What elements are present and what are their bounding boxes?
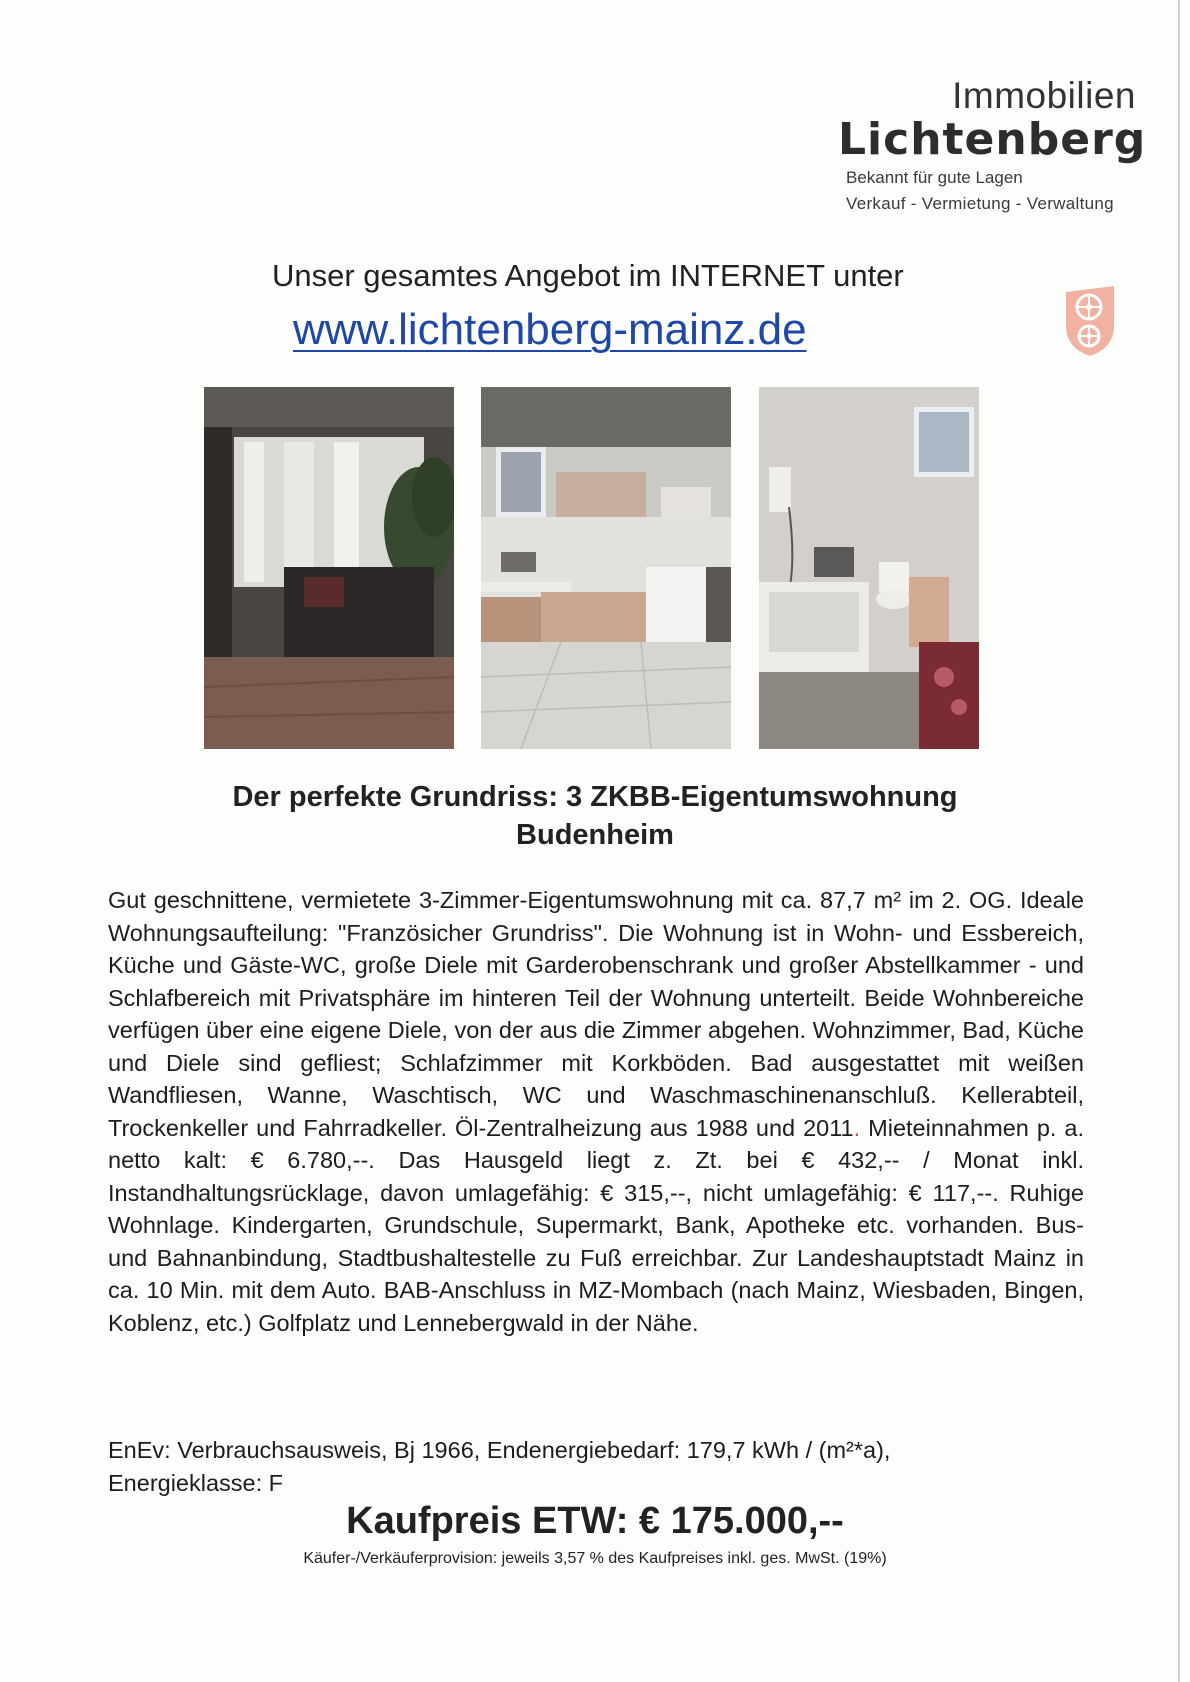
headline-line1: Der perfekte Grundriss: 3 ZKBB-Eigentumswohnung (232, 781, 958, 813)
description-mark: . (853, 1114, 861, 1141)
purchase-price: Kaufpreis ETW: € 175.000,-- (346, 1500, 844, 1542)
internet-intro: Unser gesamtes Angebot im INTERNET unter (272, 258, 904, 293)
headline-line2: Budenheim (516, 819, 674, 851)
description-part2: Mieteinnahmen p. a. netto kalt: € 6.780,--. Das Hausgeld liegt z. Zt. bei € 432,-- / Monat inkl. Instandhaltungsrücklage, davon umlagefähig: € 315,--, nicht umlagefähig: € 117,--. Ruhige Wohnlage. Kindergarten, Grundschule, Supermarkt, Bank, Apotheke etc. vorhanden. Bus- und Bahnanbindung, Stadtbushaltestelle zu Fuß erreichbar. Zur Landeshauptstadt Mainz in ca. 10 Min. mit dem Auto. BAB-Anschluss in MZ-Mombach (nach Mainz, Wiesbaden, Bingen, Koblenz, etc.) Golfplatz und Lennebergwald in der Nähe. (108, 1114, 1084, 1336)
logo-line-lichtenberg: Lichtenberg (838, 114, 1147, 165)
logo-services: Verkauf - Vermietung - Verwaltung (846, 194, 1114, 213)
company-logo (776, 75, 1147, 214)
description-part1: Gut geschnittene, vermietete 3-Zimmer-Eigentumswohnung mit ca. 87,7 m² im 2. OG. Ideale Wohnungsaufteilung: "Französicher Grundriss". Die Wohnung ist in Wohn- und Essbereich, Küche und Gäste-WC, große Diele mit Garderobenschrank und großer Abstellkammer - und Schlafbereich mit Privatsphäre im hinteren Teil der Wohnung unterteilt. Beide Wohnbereiche verfügen über eine eigene Diele, von der aus die Zimmer abgehen. Wohnzimmer, Bad, Küche und Diele sind gefliest; Schlafzimmer mit Korkböden. Bad ausgestattet mit weißen Wandfliesen, Wanne, Waschtisch, WC und Waschmaschinenanschluß. Kellerabteil, Trockenkeller und Fahrradkeller. Öl-Zentralheizung aus 1988 und 2011 (108, 887, 1084, 1141)
photo-kitchen (481, 387, 731, 749)
commission-note: Käufer-/Verkäuferprovision: jeweils 3,57 % des Kaufpreises inkl. ges. MwSt. (19%) (303, 1550, 887, 1567)
photo-bathroom (759, 387, 979, 749)
energy-info (108, 1434, 1084, 1499)
headline (0, 778, 1190, 854)
website-link[interactable]: www.lichtenberg-mainz.de (293, 305, 807, 354)
logo-tagline: Bekannt für gute Lagen (846, 168, 1023, 187)
energy-line1: EnEv: Verbrauchsausweis, Bj 1966, Endenergiebedarf: 179,7 kWh / (m²*a), (108, 1437, 891, 1463)
photo-living-room (204, 387, 454, 749)
logo-line-immobilien: Immobilien (952, 75, 1136, 116)
energy-line2: Energieklasse: F (108, 1469, 284, 1496)
city-crest-icon (1062, 282, 1118, 358)
description-text (108, 884, 1084, 1339)
